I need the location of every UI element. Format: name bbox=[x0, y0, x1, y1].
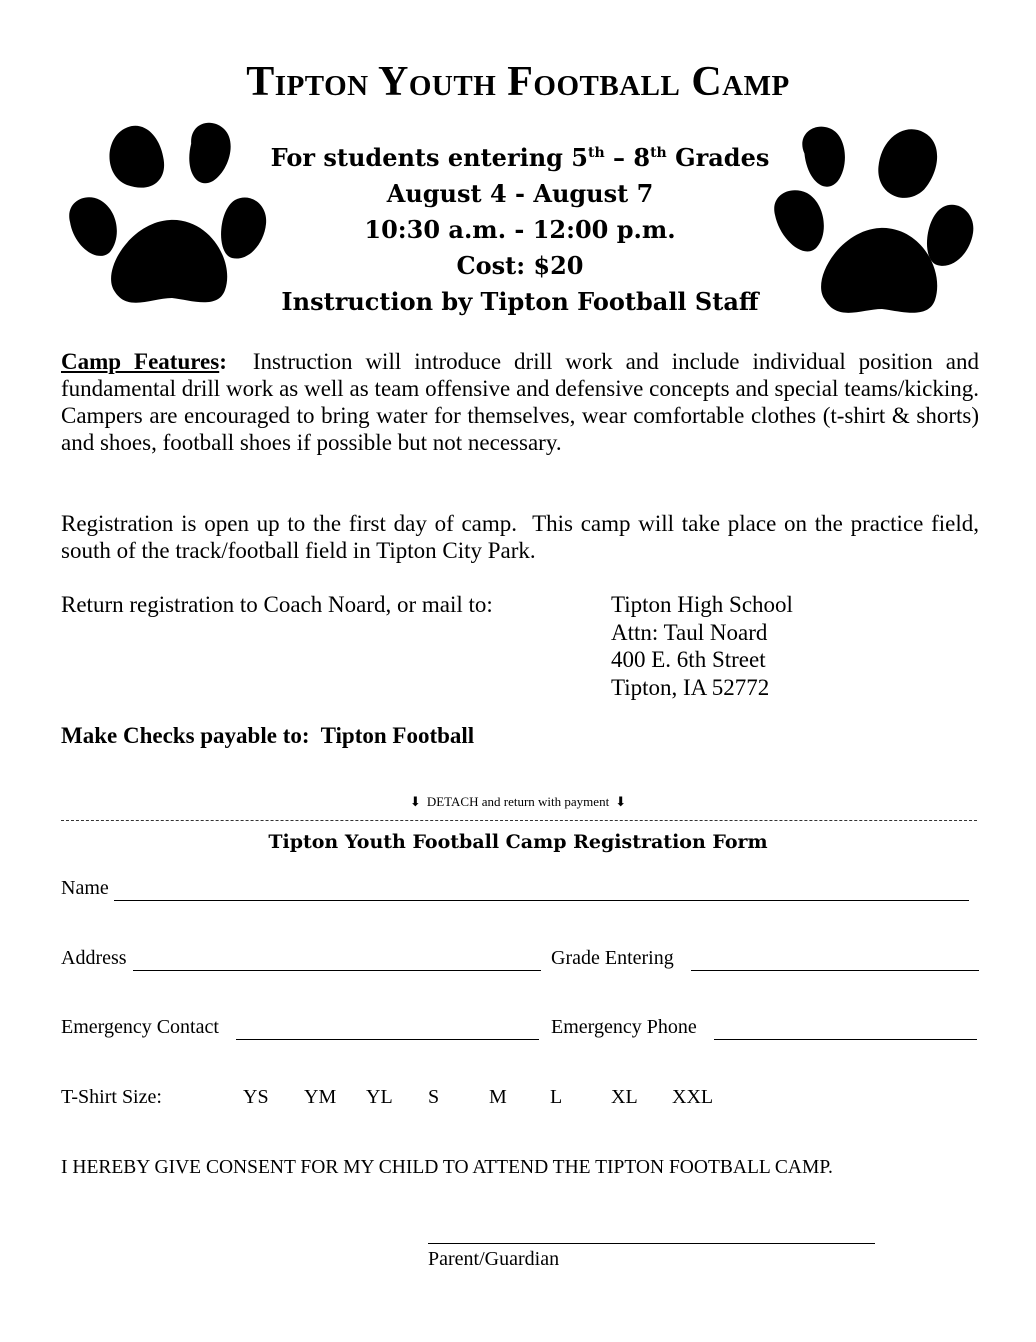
detach-cut-line bbox=[61, 820, 977, 821]
down-arrow-icon: ⬇ bbox=[615, 795, 627, 810]
emergency-phone-label: Emergency Phone bbox=[551, 1016, 697, 1038]
grades-prefix: For students entering 5 bbox=[270, 143, 588, 172]
tshirt-size-option[interactable]: XXL bbox=[672, 1086, 714, 1108]
detach-instruction bbox=[0, 794, 1036, 810]
name-field[interactable] bbox=[61, 877, 969, 903]
cost-line: Cost: $20 bbox=[456, 251, 584, 280]
grade-entering-blank[interactable] bbox=[691, 970, 979, 971]
detach-text: DETACH and return with payment bbox=[426, 794, 610, 809]
address-field[interactable] bbox=[61, 947, 541, 973]
dates-line: August 4 - August 7 bbox=[386, 179, 654, 208]
grade-entering-field[interactable] bbox=[551, 947, 979, 973]
grades-superscript-2: th bbox=[650, 145, 667, 161]
time-line: 10:30 a.m. - 12:00 p.m. bbox=[364, 215, 676, 244]
emergency-contact-label: Emergency Contact bbox=[61, 1016, 219, 1038]
registration-paragraph: Registration is open up to the first day of camp. This camp will take place on the practice field, south of the track/football field in Tipton City Park. bbox=[61, 511, 985, 563]
address-line: Tipton High School bbox=[611, 592, 793, 617]
grades-superscript-1: th bbox=[588, 145, 605, 161]
emergency-contact-blank[interactable] bbox=[236, 1039, 539, 1040]
tshirt-size-option[interactable]: L bbox=[550, 1086, 563, 1108]
camp-details bbox=[220, 140, 820, 320]
tshirt-size-label: T-Shirt Size: bbox=[61, 1086, 162, 1108]
emergency-contact-field[interactable] bbox=[61, 1016, 539, 1042]
tshirt-size-option[interactable]: YL bbox=[366, 1086, 393, 1108]
instruction-line: Instruction by Tipton Football Staff bbox=[281, 287, 759, 316]
address-blank[interactable] bbox=[133, 970, 541, 971]
down-arrow-icon: ⬇ bbox=[409, 795, 421, 810]
camp-features-label: Camp Features bbox=[61, 349, 220, 374]
grades-suffix: Grades bbox=[666, 143, 770, 172]
grades-line bbox=[220, 140, 820, 176]
address-line: Attn: Taul Noard bbox=[611, 619, 768, 645]
tshirt-size-option[interactable]: S bbox=[428, 1086, 440, 1108]
tshirt-size-option[interactable]: YM bbox=[304, 1086, 337, 1108]
camp-features-text: Instruction will introduce drill work and include individual position and fundamental drill work as well as team offensive and defensive concepts and special teams/kicking. Campers are encouraged to bring water for themselves, wear comfortable clothes (t-shirt & shorts) and shoes, football shoes if possible but not necessary. bbox=[61, 349, 991, 455]
signature-label: Parent/Guardian bbox=[428, 1248, 560, 1270]
mailing-address bbox=[611, 591, 793, 701]
grade-entering-label: Grade Entering bbox=[551, 947, 674, 969]
signature-blank[interactable] bbox=[428, 1243, 875, 1244]
emergency-phone-blank[interactable] bbox=[714, 1039, 977, 1040]
registration-form-title: Tipton Youth Football Camp Registration Form bbox=[268, 831, 768, 853]
checks-payable: Make Checks payable to: Tipton Football bbox=[61, 723, 475, 748]
address-label: Address bbox=[61, 947, 127, 969]
grades-mid: – 8 bbox=[604, 143, 651, 172]
tshirt-size-option[interactable]: YS bbox=[243, 1086, 269, 1108]
tshirt-size-option[interactable]: XL bbox=[611, 1086, 638, 1108]
name-label: Name bbox=[61, 877, 109, 899]
emergency-phone-field[interactable] bbox=[551, 1016, 977, 1042]
tshirt-size-option[interactable]: M bbox=[489, 1086, 507, 1108]
address-line: 400 E. 6th Street bbox=[611, 647, 766, 672]
return-instructions: Return registration to Coach Noard, or mail to: bbox=[61, 592, 493, 617]
camp-features-paragraph bbox=[61, 348, 991, 456]
address-line: Tipton, IA 52772 bbox=[611, 674, 770, 700]
page-title: Tipton Youth Football Camp bbox=[246, 59, 790, 105]
camp-features-colon: : bbox=[219, 349, 227, 374]
consent-statement: I HEREBY GIVE CONSENT FOR MY CHILD TO ATTEND THE TIPTON FOOTBALL CAMP. bbox=[61, 1157, 833, 1178]
name-blank[interactable] bbox=[114, 900, 969, 901]
